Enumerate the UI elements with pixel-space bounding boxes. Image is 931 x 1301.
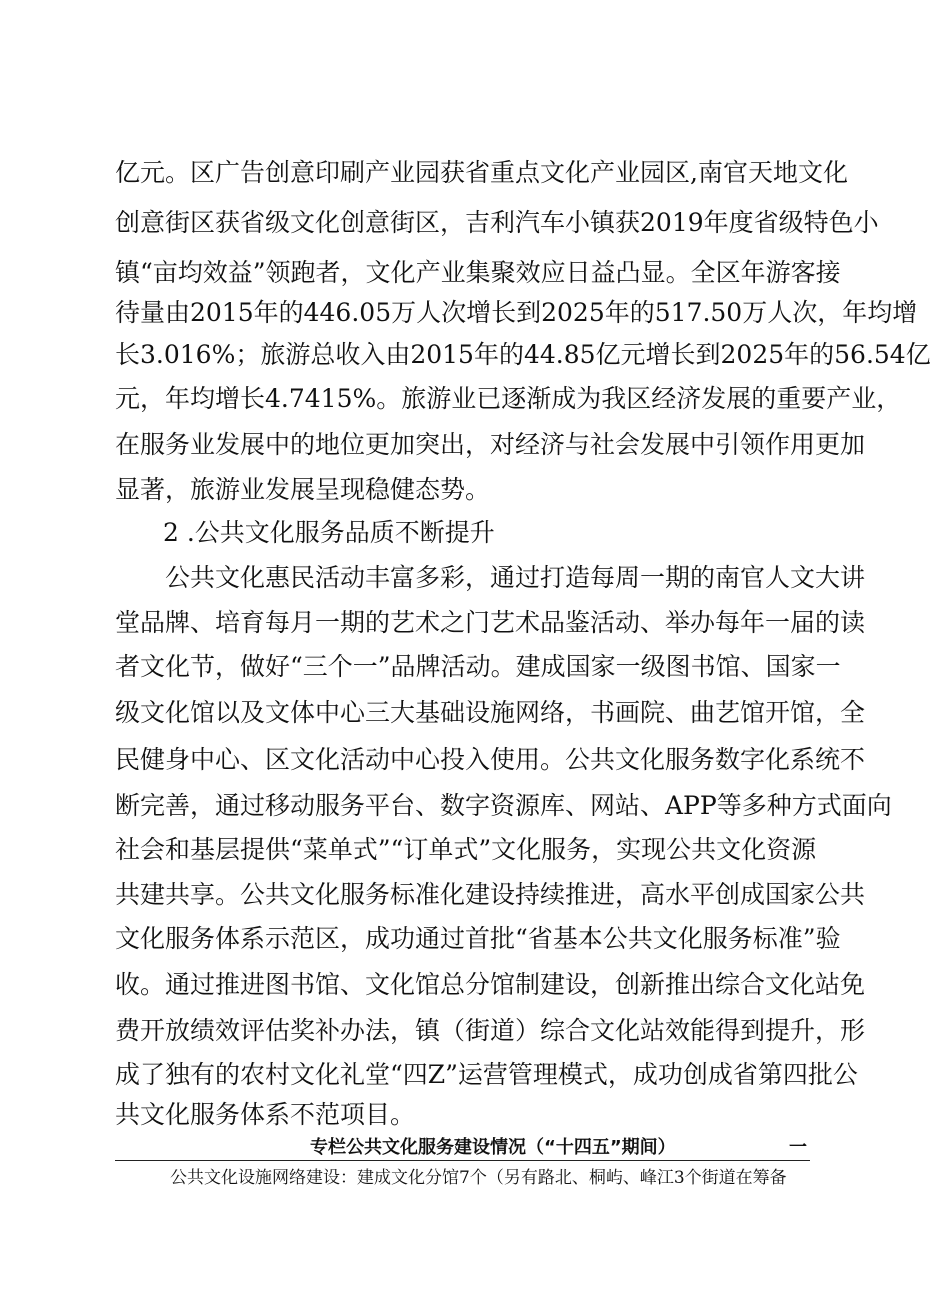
box-text-line: 公共文化设施网络建设：建成文化分馆7个（另有路北、桐屿、峰江3个街道在筹备 xyxy=(170,1168,787,1188)
text-line: 创意街区获省级文化创意街区，吉利汽车小镇获2019年度省级特色小 xyxy=(115,208,879,237)
box-title: 专栏公共文化服务建设情况（“十四五”期间） xyxy=(310,1137,676,1158)
text-line: 元，年均增长4.7415%。旅游业已逐渐成为我区经济发展的重要产业， xyxy=(115,384,902,413)
section-heading: 2 .公共文化服务品质不断提升 xyxy=(163,518,495,547)
text-line: 民健身中心、区文化活动中心投入使用。公共文化服务数字化系统不 xyxy=(115,745,866,774)
text-line: 级文化馆以及文体中心三大基础设施网络，书画院、曲艺馆开馆，全 xyxy=(115,698,866,727)
text-line: 待量由2015年的446.05万人次增长到2025年的517.50万人次，年均增 xyxy=(115,298,918,327)
box-top-rule xyxy=(115,1160,810,1161)
text-line: 共建共享。公共文化服务标准化建设持续推进，高水平创成国家公共 xyxy=(115,880,866,909)
text-line: 镇“亩均效益”领跑者，文化产业集聚效应日益凸显。全区年游客接 xyxy=(115,258,841,287)
text-line: 共文化服务体系不范项目。 xyxy=(115,1100,416,1129)
text-line: 收。通过推进图书馆、文化馆总分馆制建设，创新推出综合文化站免 xyxy=(115,970,866,999)
text-line: 亿元。区广告创意印刷产业园获省重点文化产业园区,南官天地文化 xyxy=(115,158,848,187)
text-line: 公共文化惠民活动丰富多彩，通过打造每周一期的南官人文大讲 xyxy=(165,563,866,592)
text-line: 文化服务体系示范区，成功通过首批“省基本公共文化服务标准”验 xyxy=(115,924,841,953)
box-title-row xyxy=(115,1136,805,1162)
text-line: 堂品牌、培育每月一期的艺术之门艺术品鉴活动、举办每年一届的读 xyxy=(115,608,866,637)
text-line: 成了独有的农村文化礼堂“四Z”运营管理模式，成功创成省第四批公 xyxy=(115,1060,858,1089)
text-line: 显著，旅游业发展呈现稳健态势。 xyxy=(115,475,491,504)
text-line: 者文化节，做好“三个一”品牌活动。建成国家一级图书馆、国家一 xyxy=(115,652,841,681)
box-title-dash: 一 xyxy=(789,1137,807,1158)
text-line: 社会和基层提供“菜单式”“订单式”文化服务，实现公共文化资源 xyxy=(115,835,817,864)
text-line: 断完善，通过移动服务平台、数字资源库、网站、APP等多种方式面向 xyxy=(115,791,892,820)
text-line: 在服务业发展中的地位更加突出，对经济与社会发展中引领作用更加 xyxy=(115,430,866,459)
text-line: 费开放绩效评估奖补办法，镇（街道）综合文化站效能得到提升，形 xyxy=(115,1016,866,1045)
text-line: 长3.016%；旅游总收入由2015年的44.85亿元增长到2025年的56.54亿 xyxy=(115,340,931,369)
